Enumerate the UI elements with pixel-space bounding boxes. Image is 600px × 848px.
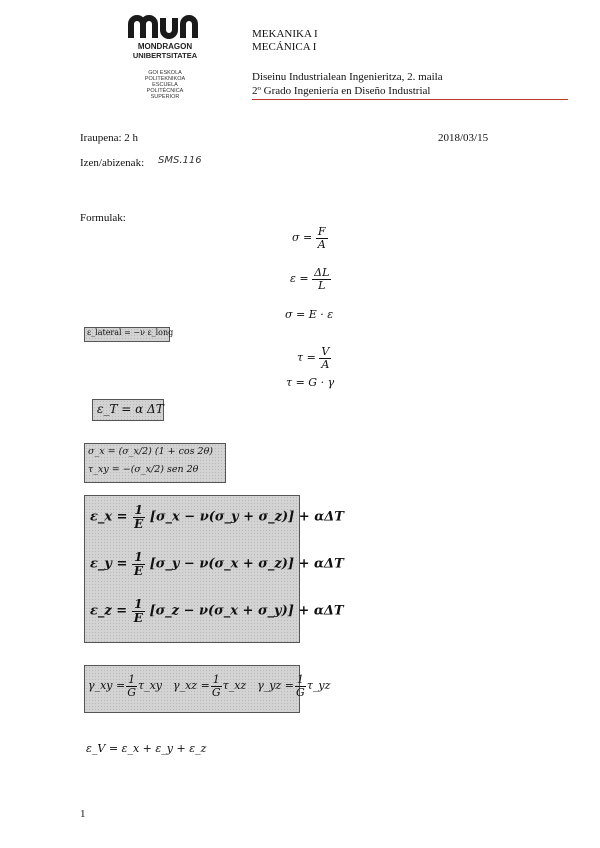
name-value: SMS.116	[158, 155, 202, 166]
gen-hooke-y: ε_y = $\frac{1}{E}$ [σ_y − ν(σ_x + σ_z)] + αΔT	[90, 550, 344, 578]
shear-strain-formulas	[88, 674, 330, 698]
stress-formula: σ = $\frac{F}{A}$	[292, 225, 326, 251]
shear-hooke-formula: τ = G · γ	[286, 376, 335, 389]
page-number: 1	[80, 808, 86, 820]
university-logo	[125, 14, 205, 104]
header-rule	[252, 99, 568, 100]
gen-hooke-x: ε_x = $\frac{1}{E}$ [σ_x − ν(σ_y + σ_z)] + αΔT	[90, 503, 344, 531]
gen-hooke-z: ε_z = $\frac{1}{E}$ [σ_z − ν(σ_x + σ_y)] + αΔT	[90, 597, 344, 625]
thermal-formula: ε_T = α ΔT	[97, 402, 164, 416]
shear-stress-formula: τ = $\frac{V}{A}$	[297, 345, 330, 371]
gamma-xy: γ_xy = $\frac{1}{G}$ τ_xy	[88, 673, 163, 699]
strain-formula: ε = $\frac{\Delta L}{L}$	[290, 266, 330, 292]
course-title-es: MECÁNICA I	[252, 41, 317, 53]
formulas-heading: Formulak:	[80, 212, 126, 224]
logo-line-1: MONDRAGON	[137, 42, 193, 51]
degree-eu: Diseinu Industrialean Ingenieritza, 2. maila	[252, 71, 443, 83]
mu-logo-icon	[125, 14, 205, 40]
rotated-line-1: σ_x = (σ_x/2) (1 + cos 2θ)	[88, 446, 214, 457]
hooke-formula: σ = E · ε	[285, 308, 334, 321]
logo-school: GOI ESKOLA POLITEKNIKOA ESCUELA POLITÉCNICA SUPERIOR	[144, 70, 186, 100]
volumetric-strain-formula: ε_V = ε_x + ε_y + ε_z	[86, 742, 207, 755]
course-title-eu: MEKANIKA I	[252, 28, 318, 40]
gamma-yz: γ_yz = $\frac{1}{G}$ τ_yz	[257, 673, 331, 699]
degree-es: 2º Grado Ingeniería en Diseño Industrial	[252, 85, 431, 97]
logo-line-2: UNIBERTSITATEA	[132, 51, 198, 60]
name-label: Izen/abizenak:	[80, 157, 145, 169]
duration: Iraupena: 2 h	[80, 132, 139, 144]
rotated-line-2: τ_xy = −(σ_x/2) sen 2θ	[88, 464, 199, 475]
gamma-xz: γ_xz = $\frac{1}{G}$ τ_xz	[173, 673, 247, 699]
exam-date: 2018/03/15	[438, 132, 489, 144]
lateral-strain-formula: ε_lateral = −ν ε_long	[87, 328, 174, 337]
